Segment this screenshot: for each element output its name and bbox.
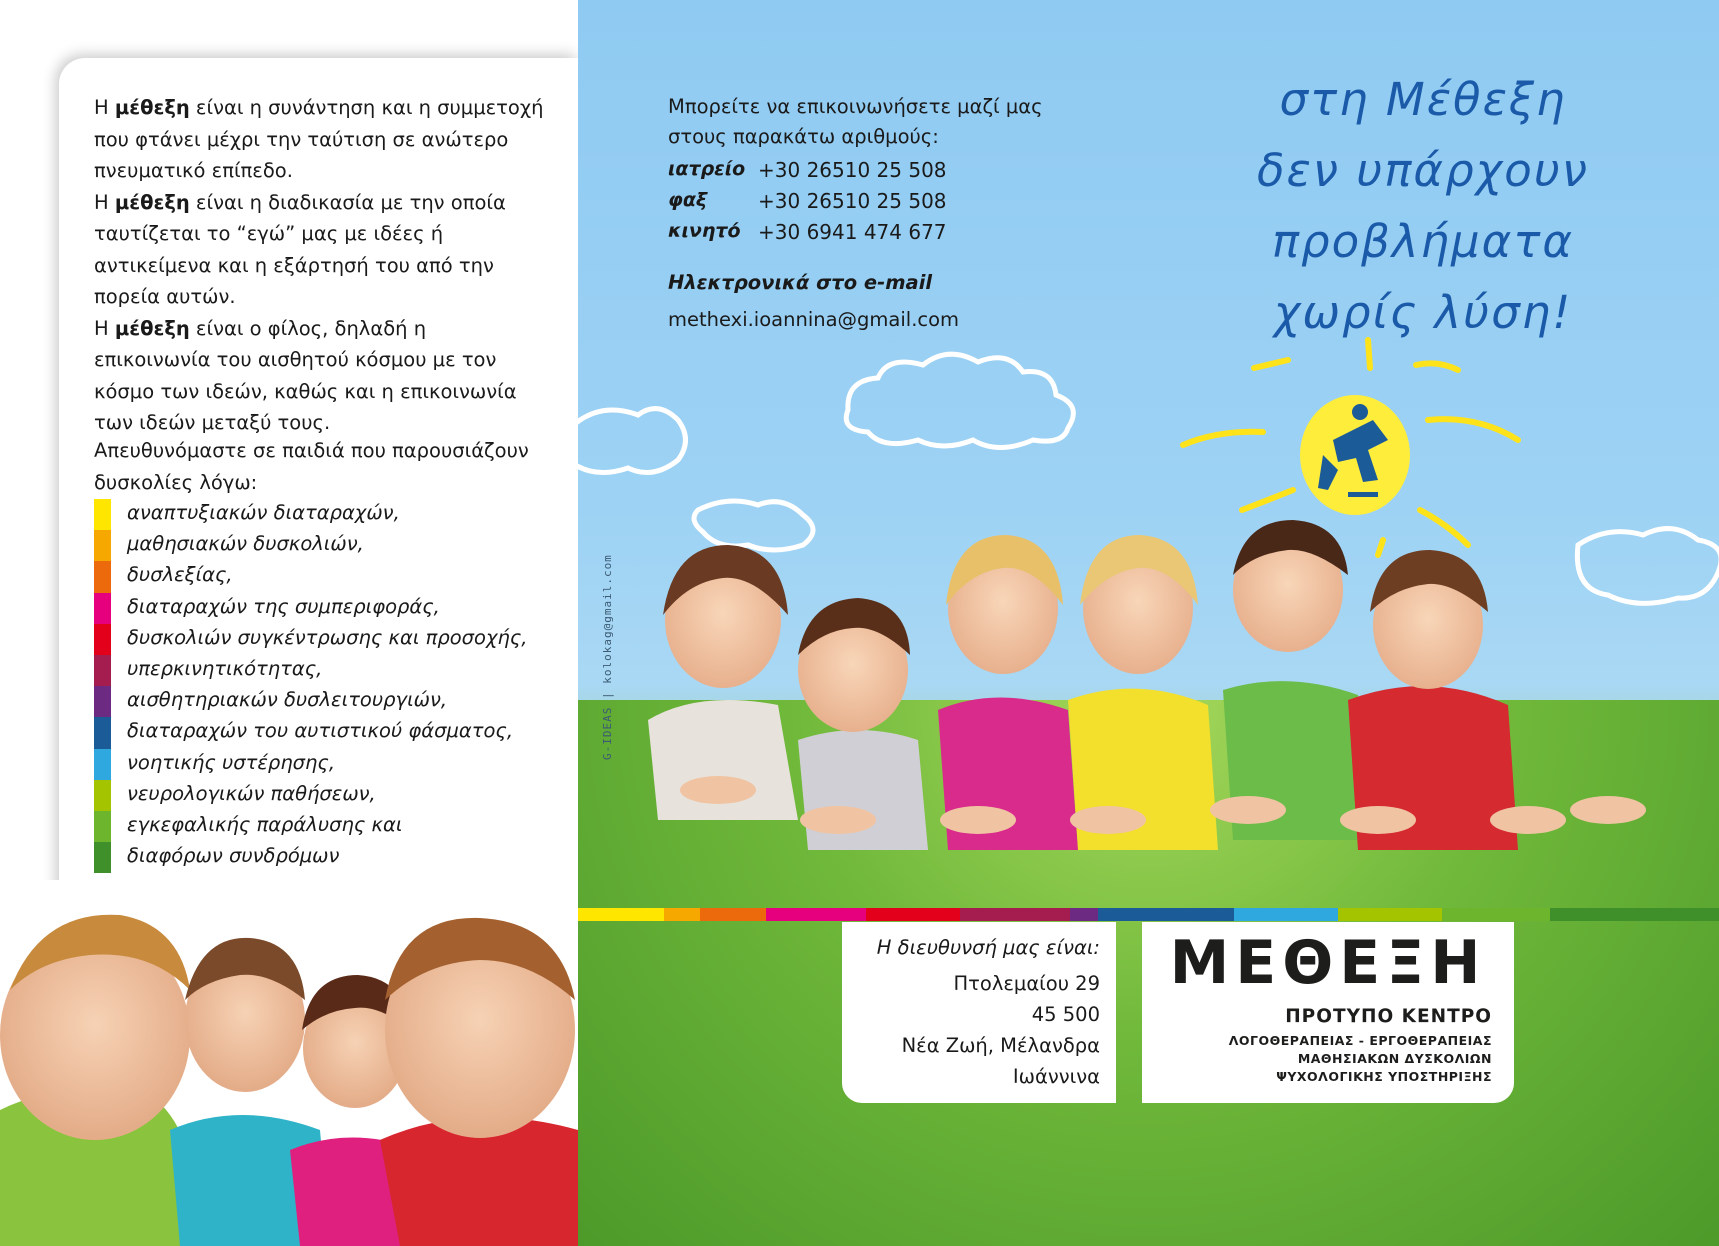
logo-service-line: ΛΟΓΟΘΕΡΑΠΕΙΑΣ - ΕΡΓΟΘΕΡΑΠΕΙΑΣ <box>1228 1033 1492 1048</box>
address-lines <box>902 968 1100 1092</box>
phone-label: κινητό <box>668 220 741 242</box>
phone-number: +30 26510 25 508 <box>758 158 947 182</box>
phone-number: +30 6941 474 677 <box>758 220 947 244</box>
designer-credit: G-IDEAS | kolokag@gmail.com <box>601 554 614 760</box>
intro-keyword: μέθεξη <box>114 316 190 340</box>
stripe-segment <box>766 908 866 921</box>
color-bar <box>94 842 111 873</box>
color-bar <box>94 717 111 748</box>
audience-item <box>94 749 544 780</box>
intro-keyword: μέθεξη <box>114 96 190 119</box>
address-card <box>842 922 1116 1103</box>
email-address: methexi.ioannina@gmail.com <box>668 308 960 331</box>
phone-row-office <box>668 152 1048 183</box>
slogan-line-3: προβλήματα <box>1271 215 1575 268</box>
audience-item-label: διαταραχών του αυτιστικού φάσματος, <box>127 719 514 743</box>
color-bar <box>94 561 111 592</box>
audience-item-label: αναπτυξιακών διαταραχών, <box>127 501 400 524</box>
audience-item <box>94 780 544 811</box>
audience-item-label: διαφόρων συνδρόμων <box>127 844 340 868</box>
audience-item-label: δυσλεξίας, <box>127 563 233 587</box>
intro-paragraph-2 <box>94 187 544 313</box>
stripe-segment <box>1098 908 1234 921</box>
address-line: Πτολεμαίου 29 <box>953 972 1100 995</box>
address-line: Ιωάννινα <box>1012 1065 1100 1088</box>
slogan-line-1: στη Μέθεξη <box>1279 73 1567 126</box>
color-bar <box>94 749 111 780</box>
contact-intro: Μπορείτε να επικοινωνήσετε μαζί μας στους παρακάτω αριθμούς: <box>668 95 1043 148</box>
audience-intro: Απευθυνόμαστε σε παιδιά που παρουσιάζουν δυσκολίες λόγω: <box>94 439 529 494</box>
phone-label: φαξ <box>668 189 708 211</box>
slogan-line-4: χωρίς λύση! <box>1273 286 1573 339</box>
audience-item-label: υπερκινητικότητας, <box>127 656 323 680</box>
audience-item <box>94 624 544 655</box>
slogan-line-2: δεν υπάρχουν <box>1257 144 1589 197</box>
intro-text-2: είναι η διαδικασία με την οποία ταυτίζεται το “εγώ” μας με ιδέες ή αντικείμενα και η εξάρτησή του από την πορεία αυτών. <box>94 190 506 308</box>
audience-item <box>94 530 544 561</box>
intro-text-1: είναι η συνάντηση και η συμμετοχή που φτάνει μέχρι την ταύτιση σε ανώτερο πνευματικό επίπεδο. <box>94 96 544 182</box>
color-bar <box>94 530 111 561</box>
stripe-segment <box>1442 908 1550 921</box>
intro-text-3: είναι ο φίλος, δηλαδή η επικοινωνία του αισθητού κόσμου με τον κόσμο των ιδεών, καθώς και η επικοινωνία των ιδεών μεταξύ τους. <box>94 316 517 434</box>
logo-subtitle: ΠΡΟΤΥΠΟ ΚΕΝΤΡΟ <box>1285 1006 1492 1027</box>
phone-row-fax <box>668 183 1048 214</box>
audience-item <box>94 561 544 592</box>
address-line: Νέα Ζωή, Μέλανδρα <box>901 1034 1100 1057</box>
audience-item <box>94 593 544 624</box>
stripe-segment <box>700 908 766 921</box>
color-bar <box>94 624 111 655</box>
intro-prefix: Η <box>94 316 115 340</box>
stripe-segment <box>1550 908 1719 921</box>
intro-prefix: Η <box>94 96 115 119</box>
intro-text <box>94 92 544 439</box>
slogan <box>1188 64 1658 348</box>
audience-item-label: νευρολογικών παθήσεων, <box>127 781 376 805</box>
logo-service-line: ΨΥΧΟΛΟΓΙΚΗΣ ΥΠΟΣΤΗΡΙΞΗΣ <box>1276 1069 1492 1084</box>
logo-card <box>1142 922 1514 1103</box>
children-photo-left <box>0 880 578 1246</box>
email-label: Ηλεκτρονικά στο e-mail <box>668 271 933 294</box>
contact-block <box>668 92 1048 331</box>
color-bar <box>94 499 111 530</box>
audience-item <box>94 842 544 873</box>
audience-item-label: διαταραχών της συμπεριφοράς, <box>127 594 440 618</box>
logo-services <box>1229 1032 1492 1086</box>
address-line: 45 500 <box>1031 1003 1100 1026</box>
color-bar <box>94 593 111 624</box>
intro-paragraph-1 <box>94 92 544 187</box>
logo-service-line: ΜΑΘΗΣΙΑΚΩΝ ΔΥΣΚΟΛΙΩΝ <box>1297 1051 1492 1066</box>
intro-prefix: Η <box>94 190 115 214</box>
color-bar <box>94 811 111 842</box>
stripe-segment <box>578 908 664 921</box>
color-bar <box>94 686 111 717</box>
color-bar <box>94 780 111 811</box>
color-bar <box>94 655 111 686</box>
logo-name: ΜΕΘΕΞΗ <box>1169 928 1487 998</box>
phone-row-mobile <box>668 214 1048 245</box>
audience-item <box>94 811 544 842</box>
stripe-segment <box>664 908 700 921</box>
audience-item-label: δυσκολιών συγκέντρωσης και προσοχής, <box>127 625 528 649</box>
intro-keyword: μέθεξη <box>114 190 190 214</box>
audience-item-label: μαθησιακών δυσκολιών, <box>127 532 364 556</box>
audience-item <box>94 655 544 686</box>
audience-item-label: αισθητηριακών δυσλειτουργιών, <box>127 688 448 712</box>
audience-list <box>94 499 544 873</box>
intro-paragraph-3 <box>94 313 544 439</box>
stripe-segment <box>1234 908 1338 921</box>
stripe-segment <box>1070 908 1098 921</box>
stripe-segment <box>1338 908 1442 921</box>
children-photo <box>648 520 1719 900</box>
left-panel <box>0 0 578 1246</box>
audience-item <box>94 686 544 717</box>
address-label: Η διευθυνσή μας είναι: <box>876 936 1100 959</box>
audience-item-label: νοητικής υστέρησης, <box>127 750 336 774</box>
phone-label: ιατρείο <box>668 158 746 180</box>
color-stripe <box>578 908 1719 921</box>
audience-item <box>94 499 544 530</box>
stripe-segment <box>866 908 960 921</box>
stripe-segment <box>960 908 1070 921</box>
audience-item-label: εγκεφαλικής παράλυσης και <box>127 812 403 836</box>
audience-item <box>94 717 544 748</box>
right-panel <box>578 0 1719 1246</box>
phone-number: +30 26510 25 508 <box>758 189 947 213</box>
